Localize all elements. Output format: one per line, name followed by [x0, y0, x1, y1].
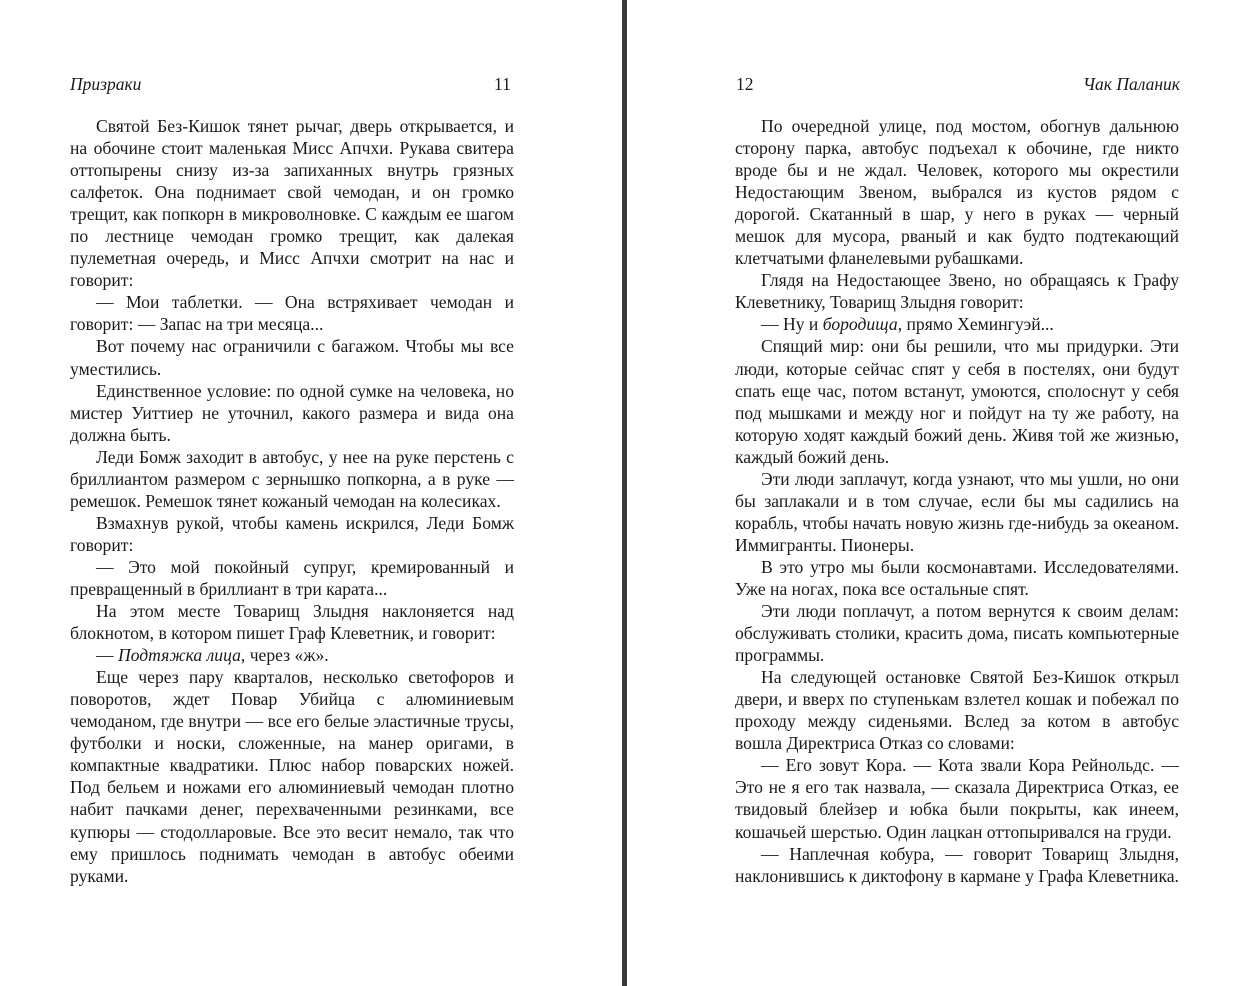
- paragraph: [735, 335, 1179, 467]
- paragraph: [70, 556, 514, 600]
- left-page: [0, 0, 622, 986]
- paragraph-text: В это утро мы были космонавтами. Исследователями. Уже на ногах, пока все остальные спят.: [735, 556, 1179, 599]
- paragraph-text: —: [96, 645, 118, 666]
- italic-text: бородища: [822, 314, 898, 335]
- paragraph: [70, 380, 514, 446]
- paragraph: [70, 291, 514, 335]
- italic-text: Подтяжка лица: [118, 645, 241, 666]
- paragraph: [735, 754, 1179, 842]
- paragraph-text: , прямо Хемингуэй...: [897, 314, 1054, 335]
- paragraph-text: , через «ж».: [240, 645, 329, 666]
- paragraph: [735, 843, 1179, 887]
- paragraph: [735, 313, 1179, 335]
- page-body-text: [735, 115, 1179, 887]
- paragraph-text: — Его зовут Кора. — Кота звали Кора Рейнольдс. — Это не я его так назвала, — сказала Директриса Отказ, ее твидовый блейзер и юбка были покрыты, как инеем, кошачьей шерстью. Один лацкан оттопыривался на груди.: [735, 755, 1179, 842]
- paragraph-text: Эти люди заплачут, когда узнают, что мы ушли, но они бы заплакали и в том случае, если бы мы садились на корабль, чтобы начать новую жизнь где-нибудь за океаном. Иммигранты. Пионеры.: [735, 468, 1179, 555]
- paragraph: [735, 468, 1179, 556]
- right-page: [628, 0, 1250, 986]
- paragraph-text: Глядя на Недостающее Звено, но обращаясь к Графу Клеветнику, Товарищ Злыдня говорит:: [735, 270, 1179, 313]
- paragraph-text: — Наплечная кобура, — говорит Товарищ Злыдня, наклонившись к диктофону в кармане у Графа Клеветника.: [735, 843, 1179, 886]
- paragraph-text: Леди Бомж заходит в автобус, у нее на руке перстень с бриллиантом размером с зернышко попкорна, а в руке — ремешок. Ремешок тянет кожаный чемодан на колесиках.: [70, 446, 514, 511]
- paragraph: [70, 600, 514, 644]
- paragraph-text: Взмахнув рукой, чтобы камень искрился, Леди Бомж говорит:: [70, 512, 514, 555]
- paragraph: [735, 115, 1179, 269]
- running-title: Призраки: [70, 74, 142, 94]
- paragraph-text: На следующей остановке Святой Без-Кишок открыл двери, и вверх по ступенькам взлетел кошак и побежал по проходу между сиденьями. Вслед за котом в автобус вошла Директриса Отказ со словами:: [735, 667, 1179, 754]
- paragraph: [735, 269, 1179, 313]
- paragraph-text: На этом месте Товарищ Злыдня наклоняется над блокнотом, в котором пишет Граф Клеветник, и говорит:: [70, 601, 514, 644]
- page-body-text: [70, 115, 514, 887]
- paragraph: [735, 600, 1179, 666]
- paragraph: [735, 556, 1179, 600]
- paragraph-text: Единственное условие: по одной сумке на человека, но мистер Уиттиер не уточнил, какого размера и вида она должна быть.: [70, 380, 514, 445]
- paragraph: [70, 666, 514, 886]
- paragraph: [70, 446, 514, 512]
- running-title: Чак Паланик: [1083, 74, 1180, 94]
- book-gutter: [622, 0, 627, 986]
- paragraph-text: — Мои таблетки. — Она встряхивает чемодан и говорит: — Запас на три месяца...: [70, 292, 514, 335]
- page-number: 12: [736, 74, 754, 94]
- paragraph-text: Спящий мир: они бы решили, что мы придурки. Эти люди, которые сейчас спят у себя в постелях, они будут спать еще час, потом встанут, умоются, сполоснут у себя под мышками и между ног и пойдут на ту же работу, на которую ходят каждый божий день. Живя той же жизнью, каждый божий день.: [735, 336, 1179, 467]
- page-number: 11: [494, 74, 511, 94]
- paragraph-text: — Это мой покойный супруг, кремированный и превращенный в бриллиант в три карата...: [70, 556, 514, 599]
- paragraph: [70, 115, 514, 291]
- paragraph-text: Вот почему нас ограничили с багажом. Чтобы мы все уместились.: [70, 336, 514, 379]
- paragraph: [735, 666, 1179, 754]
- paragraph-text: Эти люди поплачут, а потом вернутся к своим делам: обслуживать столики, красить дома, писать компьютерные программы.: [735, 601, 1179, 666]
- paragraph-text: — Ну и: [761, 314, 823, 335]
- paragraph: [70, 644, 514, 666]
- paragraph: [70, 512, 514, 556]
- paragraph: [70, 335, 514, 379]
- paragraph-text: Еще через пару кварталов, несколько светофоров и поворотов, ждет Повар Убийца с алюминиевым чемоданом, где внутри — все его белые эластичные трусы, футболки и носки, сложенные, на манер оригами, в компактные квадратики. Плюс набор поварских ножей. Под бельем и ножами его алюминиевый чемодан плотно набит пачками денег, перехваченными резинками, все купюры — стодолларовые. Все это весит немало, так что ему пришлось поднимать чемодан в автобус обеими руками.: [70, 667, 514, 886]
- paragraph-text: По очередной улице, под мостом, обогнув дальнюю сторону парка, автобус подъехал к обочине, где никто вроде бы и не ждал. Человек, которого мы окрестили Недостающим Звеном, выбрался из кустов рядом с дорогой. Скатанный в шар, у него в руках — черный мешок для мусора, рваный и как будто подтекающий клетчатыми фланелевыми рубашками.: [735, 116, 1179, 269]
- paragraph-text: Святой Без-Кишок тянет рычаг, дверь открывается, и на обочине стоит маленькая Мисс Апчхи. Рукава свитера оттопырены снизу из-за запиханных внутрь грязных салфеток. Она поднимает свой чемодан, и он громко трещит, как попкорн в микроволновке. С каждым ее шагом по лестнице чемодан громко трещит, как далекая пулеметная очередь, и Мисс Апчхи смотрит на нас и говорит:: [70, 116, 514, 291]
